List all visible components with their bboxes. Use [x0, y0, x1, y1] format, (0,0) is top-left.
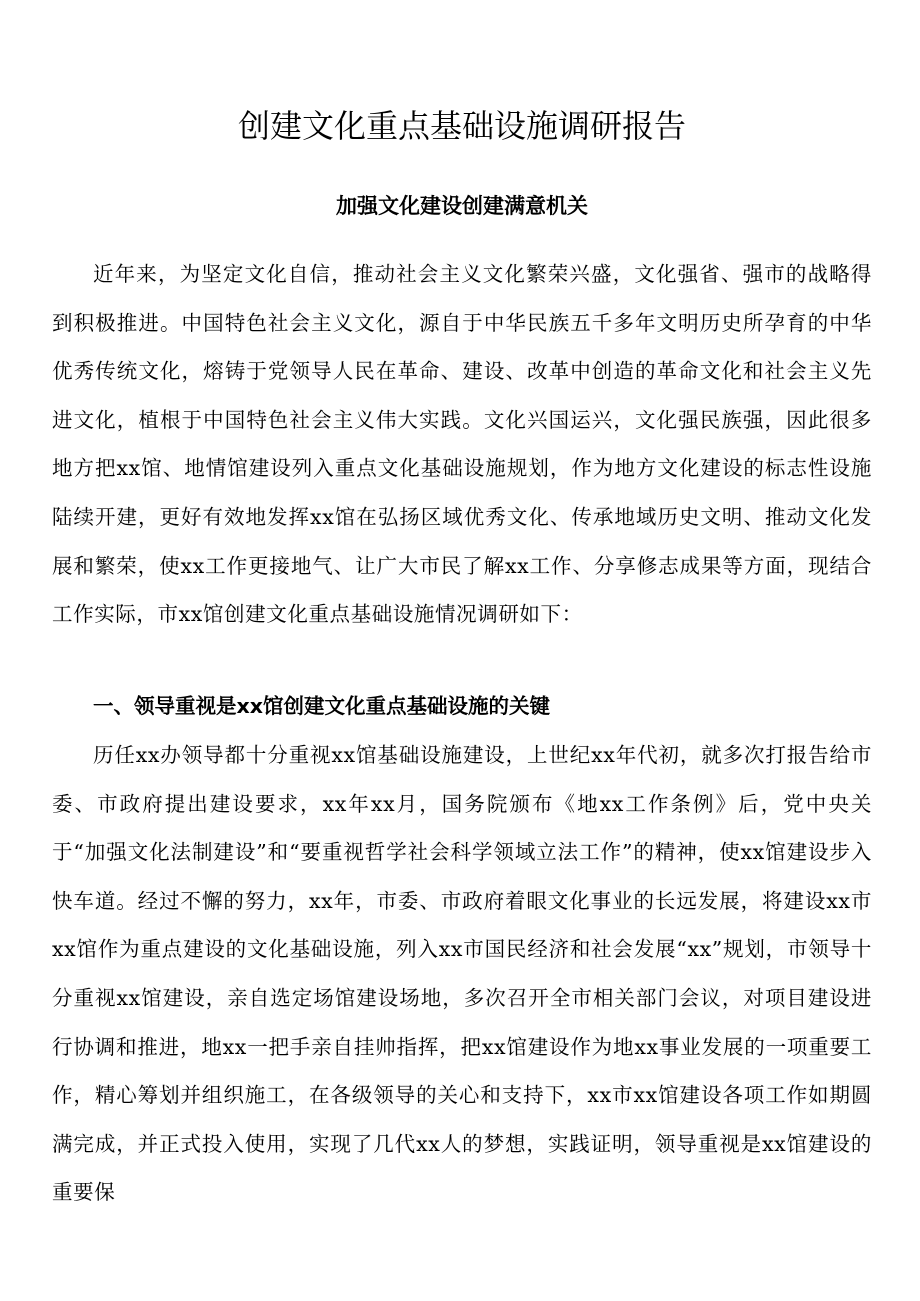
section-paragraph: 历任xx办领导都十分重视xx馆基础设施建设，上世纪xx年代初，就多次打报告给市委、市政府提出建设要求，xx年xx月，国务院颁布《地xx工作条例》后，党中央关于“加强文化法制建设”和“要重视哲学社会科学领域立法工作”的精神，使xx馆建设步入快车道。经过不懈的努力，xx年，市委、市政府着眼文化事业的长远发展，将建设xx市xx馆作为重点建设的文化基础设施，列入xx市国民经济和社会发展“xx”规划，市领导十分重视xx馆建设，亲自选定场馆建设场地，多次召开全市相关部门会议，对项目建设进行协调和推进，地xx一把手亲自挂帅指挥，把xx馆建设作为地xx事业发展的一项重要工作，精心筹划并组织施工，在各级领导的关心和支持下，xx市xx馆建设各项工作如期圆满完成，并正式投入使用，实现了几代xx人的梦想，实践证明，领导重视是xx馆建设的重要保	[52, 743, 872, 1205]
intro-paragraph: 近年来，为坚定文化自信，推动社会主义文化繁荣兴盛，文化强省、强市的战略得到积极推进。中国特色社会主义文化，源自于中华民族五千多年文明历史所孕育的中华优秀传统文化，熔铸于党领导人民在革命、建设、改革中创造的革命文化和社会主义先进文化，植根于中国特色社会主义伟大实践。文化兴国运兴，文化强民族强，因此很多地方把xx馆、地情馆建设列入重点文化基础设施规划，作为地方文化建设的标志性设施陆续开建，更好有效地发挥xx馆在弘扬区域优秀文化、传承地域历史文明、推动文化发展和繁荣，使xx工作更接地气、让广大市民了解xx工作、分享修志成果等方面，现结合工作实际，市xx馆创建文化重点基础设施情况调研如下：	[52, 262, 872, 627]
section-heading: 一、领导重视是xx馆创建文化重点基础设施的关键	[93, 694, 550, 718]
document-subtitle: 加强文化建设创建满意机关	[336, 194, 588, 218]
document-title: 创建文化重点基础设施调研报告	[237, 107, 686, 145]
